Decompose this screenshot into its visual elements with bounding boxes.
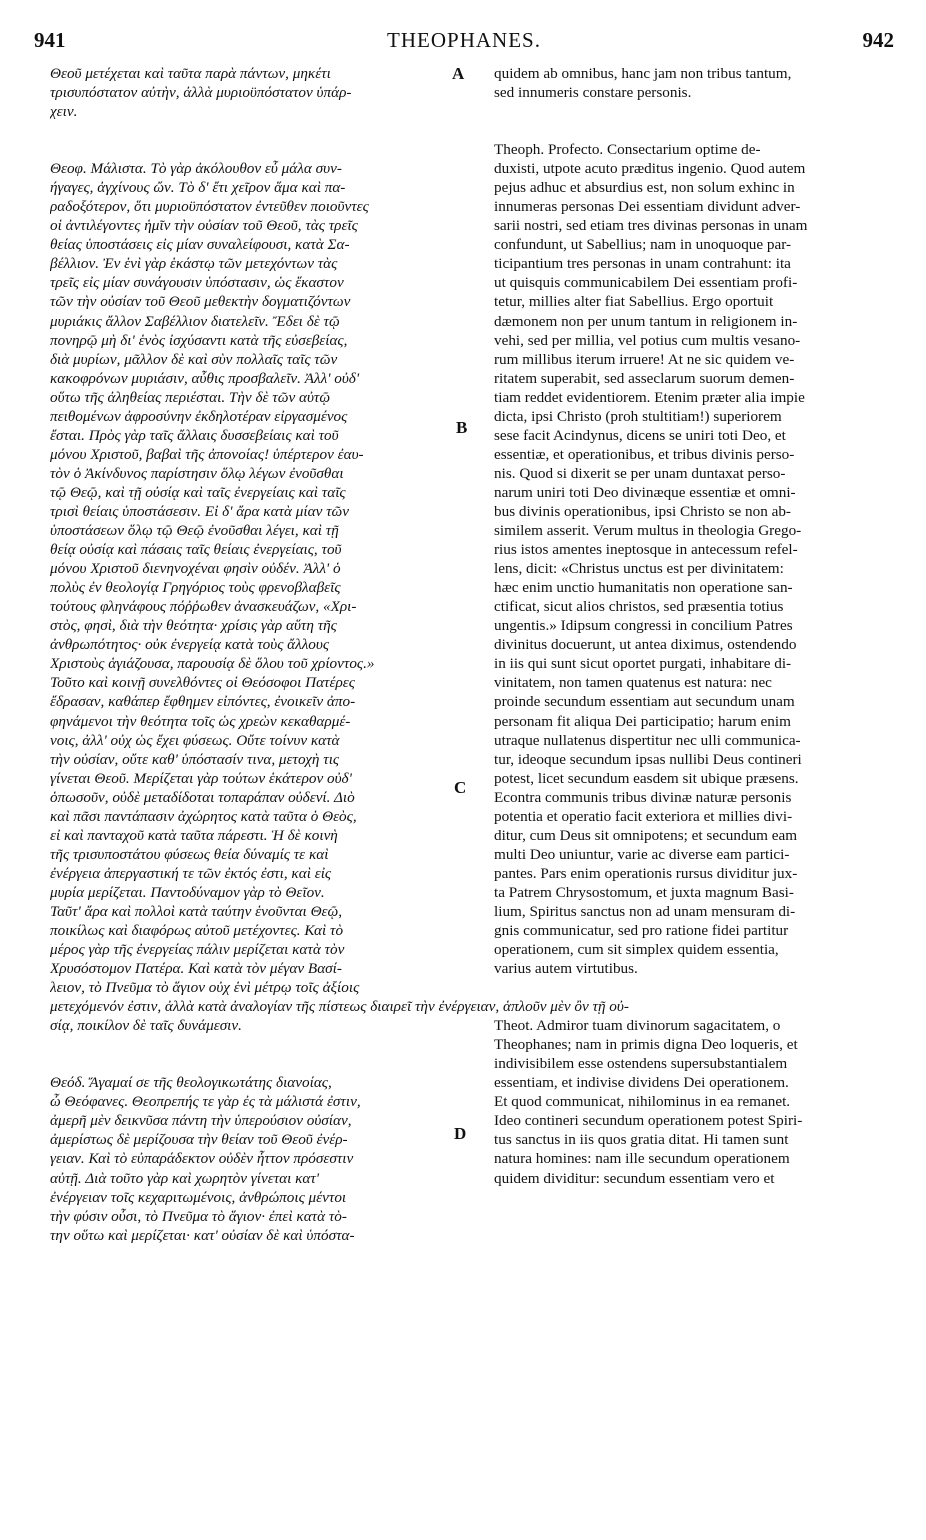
greek-text-line: στὸς, φησὶ, διὰ τὴν θεότητα· χρίσις γὰρ αὕτη τῆς <box>50 617 337 635</box>
greek-text-line: θείᾳ οὐσίᾳ καὶ πάσαις ταῖς θείαις ἐνεργείαις, τοῦ <box>50 541 342 559</box>
greek-text-line: ποικίλως καὶ διαφόρως αὐτοῦ μετέχοντες. Καὶ τὸ <box>50 922 344 940</box>
latin-text-line: dicta, ipsi Christo (proh stultitiam!) superiorem <box>494 407 782 425</box>
greek-text-line: ἐνέργεια ἀπεργαστική τε τῶν ἐκτός ἐστι, καὶ εἰς <box>50 864 332 882</box>
greek-text-line: ἀνθρωπότητος· οὐκ ἐνεργείᾳ κατὰ τοὺς ἄλλους <box>50 636 330 654</box>
latin-text-line: potest, licet secundum easdem sit ubique præsens. <box>494 769 799 787</box>
latin-text-line: ut quisquis communicabilem Dei essentiam profi- <box>494 274 798 292</box>
latin-text-line: potentia et operatio facit exteriora et millies divi- <box>494 807 793 825</box>
page-number-left: 941 <box>34 28 66 52</box>
latin-text-line: Theot. Admiror tuam divinorum sagacitatem, o <box>494 1017 781 1035</box>
greek-text-line: μόνου Χριστοῦ διενηνοχέναι φησὶν οὐδέν. Ἀλλ' ὁ <box>50 560 341 578</box>
latin-text-line: ditur, cum Deus sit omnipotens; et secundum eam <box>494 826 798 844</box>
latin-text-line: divinitus docuerunt, ut antea diximus, ostendendo <box>494 636 797 654</box>
latin-text-line: indivisibilem esse ostendens supersubstantialem <box>494 1055 788 1073</box>
greek-text-line: μετεχόμενόν ἐστιν, ἀλλὰ κατὰ ἀναλογίαν τῆς πίστεως διαιρεῖ τὴν ἐνέργειαν, ἁπλοῦν μὲν ὂν τῇ οὐ- <box>50 998 629 1016</box>
greek-text-line: καὶ πᾶσι παντάπασιν ἀχώρητος κατὰ ταῦτα ὁ Θεὸς, <box>50 807 357 825</box>
latin-text-column <box>494 64 894 1188</box>
running-title: THEOPHANES. <box>387 28 541 52</box>
greek-text-line: Θεοῦ μετέχεται καὶ ταῦτα παρὰ πάντων, μηκέτι <box>50 65 331 82</box>
greek-text-line: οἱ ἀντιλέγοντες ἡμῖν τὴν οὐσίαν τοῦ Θεοῦ, τὰς τρεῖς <box>50 217 358 235</box>
greek-text-line: μέρος γὰρ τῆς ἐνεργείας πάλιν μερίζεται κατὰ τὸν <box>50 941 345 959</box>
greek-text-line: ἔδρασαν, καθάπερ ἔφθημεν εἰπόντες, ἐνοικεῖν ἀπο- <box>50 693 356 711</box>
greek-text-line: τῷ Θεῷ, καὶ τῇ οὐσίᾳ καὶ ταῖς ἐνεργείαις καὶ ταῖς <box>50 483 346 501</box>
latin-text-line: ritatem superabit, sed asseclarum suorum demen- <box>494 369 795 387</box>
latin-text-line: pantes. Pars enim operationis rursus dividitur jux- <box>494 864 798 882</box>
page-number-right: 942 <box>862 28 894 52</box>
latin-text-line: confundunt, ut Sabellius; nam in unoquoque par- <box>494 236 792 254</box>
greek-text-line: τρισὶ θείαις ὑποστάσεσιν. Εἰ δ' ἄρα κατὰ μίαν τῶν <box>50 502 350 520</box>
greek-text-line: Τοῦτο καὶ κοινῇ συνελθόντες οἱ Θεόσοφοι Πατέρες <box>50 674 355 692</box>
latin-text-line: sese facit Acindynus, dicens se uniri toti Deo, et <box>494 426 786 444</box>
latin-text-line: ctificat, sicut alios christos, sed præsentia totius <box>494 598 784 616</box>
greek-text-line: αὐτῇ. Διὰ τοῦτο γὰρ καὶ χωρητὸν γίνεται κατ' <box>50 1169 320 1187</box>
latin-text-line: in iis qui sunt sicut oportet purgati, inhabitare di- <box>494 655 792 673</box>
greek-text-line: ὑποστάσεων ὅλῳ τῷ Θεῷ ἐνοῦσθαι λέγει, καὶ τῇ <box>50 522 339 540</box>
margin-marker-c: C <box>454 778 467 797</box>
latin-text-line: ta Patrem Chrysostomum, et juxta magnum Basi- <box>494 883 794 901</box>
greek-text-line: ἀμερίστως δὲ μερίζουσα τὴν θείαν τοῦ Θεοῦ ἐνέρ- <box>50 1131 348 1149</box>
latin-text-line: natura homines: nam ille secundum operationem <box>494 1150 790 1168</box>
greek-text-line: ὦ Θεόφανες. Θεοπρεπής τε γὰρ ἐς τὰ μάλιστά ἐστιν, <box>50 1093 361 1111</box>
greek-text-line: μόνου Χριστοῦ, βαβαὶ τῆς ἀπονοίας! ὑπέρτερον ἐαυ- <box>50 445 364 463</box>
latin-text-line: similem asserit. Verum multus in theologia Grego- <box>494 522 802 540</box>
latin-text-line: tus sanctus in iis quos gratia ditat. Hi tamen sunt <box>494 1131 789 1149</box>
greek-text-line: Θεοφ. Μάλιστα. Τὸ γὰρ ἀκόλουθον εὖ μάλα συν- <box>50 160 342 178</box>
greek-text-line: ἀμερῆ μὲν δεικνῦσα πάντη τὴν ὑπερούσιον οὐσίαν, <box>50 1112 352 1130</box>
latin-text-line: Ideo contineri secundum operationem potest Spiri- <box>494 1112 803 1130</box>
latin-text-line: bus divinis operationibus, ipsi Christo se non ab- <box>494 502 791 520</box>
latin-text-line: personam fit aliqua Dei participatio; harum enim <box>494 712 791 730</box>
greek-paragraph-3 <box>50 1073 470 1244</box>
latin-text-line: lens, dicit: «Christus unctus est per divinitatem: <box>494 560 784 578</box>
greek-text-line: βέλλιον. Ἐν ἑνὶ γὰρ ἑκάστῳ τῶν μετεχόντων τὰς <box>50 255 338 273</box>
latin-text-line: ungentis.» Idipsum congressi in concilium Patres <box>494 617 793 635</box>
greek-text-line: γίνεται Θεοῦ. Μερίζεται γὰρ τούτων ἑκάτερον οὐδ' <box>50 769 352 787</box>
latin-text-line: hæc enim unctio humanitatis non operatione san- <box>494 579 793 597</box>
latin-text-line: utraque nullatenus dispertitur nec ulli communica- <box>494 731 801 749</box>
latin-text-line: rius istos amentes ineptosque in antecessum refel- <box>494 541 798 559</box>
latin-text-line: gnis communicatur, sed pro ratione fidei partitur <box>494 922 789 940</box>
greek-paragraph-1 <box>50 64 470 121</box>
latin-text-line: ticipantium tres personas in unam contrahunt: ita <box>494 255 791 273</box>
greek-text-line: τρισυπόστατον αὐτὴν, ἀλλὰ μυριοϋπόστατον ὑπάρ- <box>50 84 352 102</box>
latin-text-line: rum millibus iterum irruere! At ne sic quidem ve- <box>494 350 795 368</box>
greek-text-line: ὁπωσοῦν, οὐδὲ μεταδίδοται τοπαράπαν οὐδενί. Διὸ <box>50 788 355 806</box>
latin-text-line: sed innumeris constare personis. <box>494 84 692 102</box>
latin-text-line: vehi, sed per millia, vel potius cum multis vesano- <box>494 331 801 349</box>
greek-text-line: τῆς τρισυποστάτου φύσεως θεία δύναμίς τε καὶ <box>50 845 329 863</box>
greek-text-line: τὸν ὁ Ἀκίνδυνος παρίστησιν ὅλῳ λέγων ἐνοῦσθαι <box>50 464 344 482</box>
greek-text-line: τῶν τὴν οὐσίαν τοῦ Θεοῦ μεθεκτὴν δογματιζόντων <box>50 293 351 311</box>
greek-text-line: σίᾳ, ποικίλον δὲ ταῖς δυνάμεσιν. <box>50 1017 242 1035</box>
latin-text-line: multi Deo uniuntur, varie ac diverse eam partici- <box>494 845 790 863</box>
greek-text-line: κακοφρόνων μυριάσιν, αὖθις προσβαλεῖν. Ἀλλ' οὐδ' <box>50 369 360 387</box>
greek-text-line: την οὕτω καὶ μερίζεται· κατ' οὐσίαν δὲ καὶ ὑπόστα- <box>50 1226 355 1244</box>
greek-text-line: διὰ μυρίων, μᾶλλον δὲ καὶ σὺν πολλαῖς ταῖς τῶν <box>50 350 338 368</box>
latin-text-line: narum uniri toti Deo divinæque essentiæ et omni- <box>494 483 796 501</box>
greek-text-line: γειαν. Καὶ τὸ εὐπαράδεκτον οὐδὲν ἧττον πρόσεστιν <box>50 1150 354 1168</box>
greek-text-line: μυρία μερίζεται. Παντοδύναμον γὰρ τὸ Θεῖον. <box>50 883 325 901</box>
greek-text-line: πονηρῷ μὴ δι' ἑνὸς ἰσχύσαντι κατὰ τῆς εὐσεβείας, <box>50 331 348 349</box>
greek-text-line: ἔσται. Πρὸς γὰρ ταῖς ἄλλαις δυσσεβείαις καὶ τοῦ <box>50 426 339 444</box>
latin-text-line: vinitatem, non tamen quatenus est natura: nec <box>494 674 772 692</box>
margin-marker-b: B <box>456 418 468 437</box>
latin-text-line: operationem, cum sit simplex quidem essentia, <box>494 941 779 959</box>
greek-text-line: Θεόδ. Ἄγαμαί σε τῆς θεολογικωτάτης διανοίας, <box>50 1074 332 1092</box>
greek-text-line: πειθομένων ἀφροσύνην ἐκδηλοτέραν εἰργασμένος <box>50 407 348 425</box>
latin-paragraph-2 <box>494 140 894 978</box>
greek-text-line: ἐνέργειαν τοῖς κεχαριτωμένοις, ἀνθρώποις μέντοι <box>50 1188 347 1206</box>
latin-text-line: pejus adhuc et absurdius est, non solum exhinc in <box>494 179 795 197</box>
latin-text-line: tetur, millies alter fiat Sabellius. Ergo oportuit <box>494 293 774 311</box>
margin-marker-d: D <box>454 1124 467 1143</box>
latin-paragraph-3 <box>494 1016 894 1187</box>
greek-text-line: τὴν φύσιν οὖσι, τὸ Πνεῦμα τὸ ἅγιον· ἐπεὶ κατὰ τὸ- <box>50 1207 347 1225</box>
greek-text-line: τούτους φληνάφους πόῤῥωθεν ἀνασκευάζων, «Χρι- <box>50 598 357 616</box>
latin-text-line: Econtra communis tribus divinæ naturæ personis <box>494 788 792 806</box>
greek-text-line: Χριστοὺς ἁγιάζουσα, παρουσίᾳ δὲ ὅλου τοῦ χρίοντος.» <box>50 655 375 673</box>
greek-text-line: εἰ καὶ πανταχοῦ κατὰ ταῦτα πάρεστι. Ἡ δὲ κοινὴ <box>50 826 338 844</box>
greek-text-line: ήγαγες, ἀγχίνους ὤν. Τὸ δ' ἔτι χεῖρον ἅμα καὶ πα- <box>50 179 346 197</box>
greek-text-line: ραδοξότερον, ὅτι μυριοϋπόστατον ἐντεῦθεν ποιοῦντες <box>50 198 369 216</box>
greek-text-line: μυριάκις ἄλλον Σαβέλλιον διατελεῖν. Ἔδει δὲ τῷ <box>50 312 340 330</box>
latin-text-line: Theoph. Profecto. Consectarium optime de- <box>494 141 761 159</box>
latin-text-line: quidem dividitur: secundum essentiam vero et <box>494 1169 775 1187</box>
greek-text-line: θείας ὑποστάσεις εἰς μίαν συναλείφουσι, κατὰ Σα- <box>50 236 350 254</box>
latin-text-line: innumeras personas Dei essentiam dividunt adver- <box>494 198 801 216</box>
latin-text-line: nis. Quod si dixerit se per unam duntaxat perso- <box>494 464 786 482</box>
latin-text-line: varius autem virtutibus. <box>494 960 638 978</box>
latin-text-line: Et quod communicat, nihilominus in ea remanet. <box>494 1093 791 1111</box>
latin-text-line: tur, ideoque secundum ipsas nullibi Deus contineri <box>494 750 802 768</box>
latin-text-line: essentiam, et indivise dividens Dei operationem. <box>494 1074 789 1092</box>
latin-text-line: tiam reddet evidentiorem. Etenim præter alia impie <box>494 388 805 406</box>
latin-text-line: duxisti, utpote acuto præditus ingenio. Quod autem <box>494 160 806 178</box>
greek-text-line: Χρυσόστομον Πατέρα. Καὶ κατὰ τὸν μέγαν Βασί- <box>50 960 342 978</box>
greek-text-line: φηνάμενοι τὴν θεότητα τοῖς ὡς χρεὼν κεκαθαρμέ- <box>50 712 351 730</box>
greek-text-line: Ταῦτ' ἄρα καὶ πολλοὶ κατὰ ταύτην ἑνοῦνται Θεῷ, <box>50 902 343 920</box>
latin-text-line: sarii nostri, sed etiam tres divinas personas in unam <box>494 217 808 235</box>
greek-text-line: πολὺς ἐν θεολογίᾳ Γρηγόριος τοὺς φρενοβλαβεῖς <box>50 579 341 597</box>
greek-text-line: νοις, ἀλλ' οὐχ ὡς ἔχει φύσεως. Οὔτε τοίνυν κατὰ <box>50 731 340 749</box>
latin-text-line: proinde secundum essentiam aut secundum unam <box>494 693 795 711</box>
page-header <box>34 28 894 58</box>
greek-text-line: τὴν οὐσίαν, οὔτε καθ' ὑπόστασίν τινα, μετοχὴ τις <box>50 750 340 768</box>
greek-text-line: λειον, τὸ Πνεῦμα τὸ ἅγιον οὐχ ἑνὶ μέτρῳ τοῖς ἀξίοις <box>50 979 360 997</box>
latin-text-line: dæmonem non per unum tantum in religionem in- <box>494 312 798 330</box>
latin-text-line: quidem ab omnibus, hanc jam non tribus tantum, <box>494 65 792 82</box>
latin-text-line: essentiæ, et operationibus, et tribus divinis perso- <box>494 445 795 463</box>
greek-text-line: τρεῖς εἰς μίαν συνάγουσιν ὑπόστασιν, ὡς ἕκαστον <box>50 274 344 292</box>
greek-text-line: οὕτω τῆς ἀληθείας περιέσται. Τὴν δὲ τῶν αὐτῷ <box>50 388 331 406</box>
latin-paragraph-1 <box>494 64 894 102</box>
margin-marker-a: A <box>452 64 465 83</box>
greek-text-line: χειν. <box>50 103 78 121</box>
latin-text-line: lium, Spiritus sanctus non ad unam mensuram di- <box>494 902 796 920</box>
latin-text-line: Theophanes; nam in primis digna Deo loqueris, et <box>494 1036 798 1054</box>
